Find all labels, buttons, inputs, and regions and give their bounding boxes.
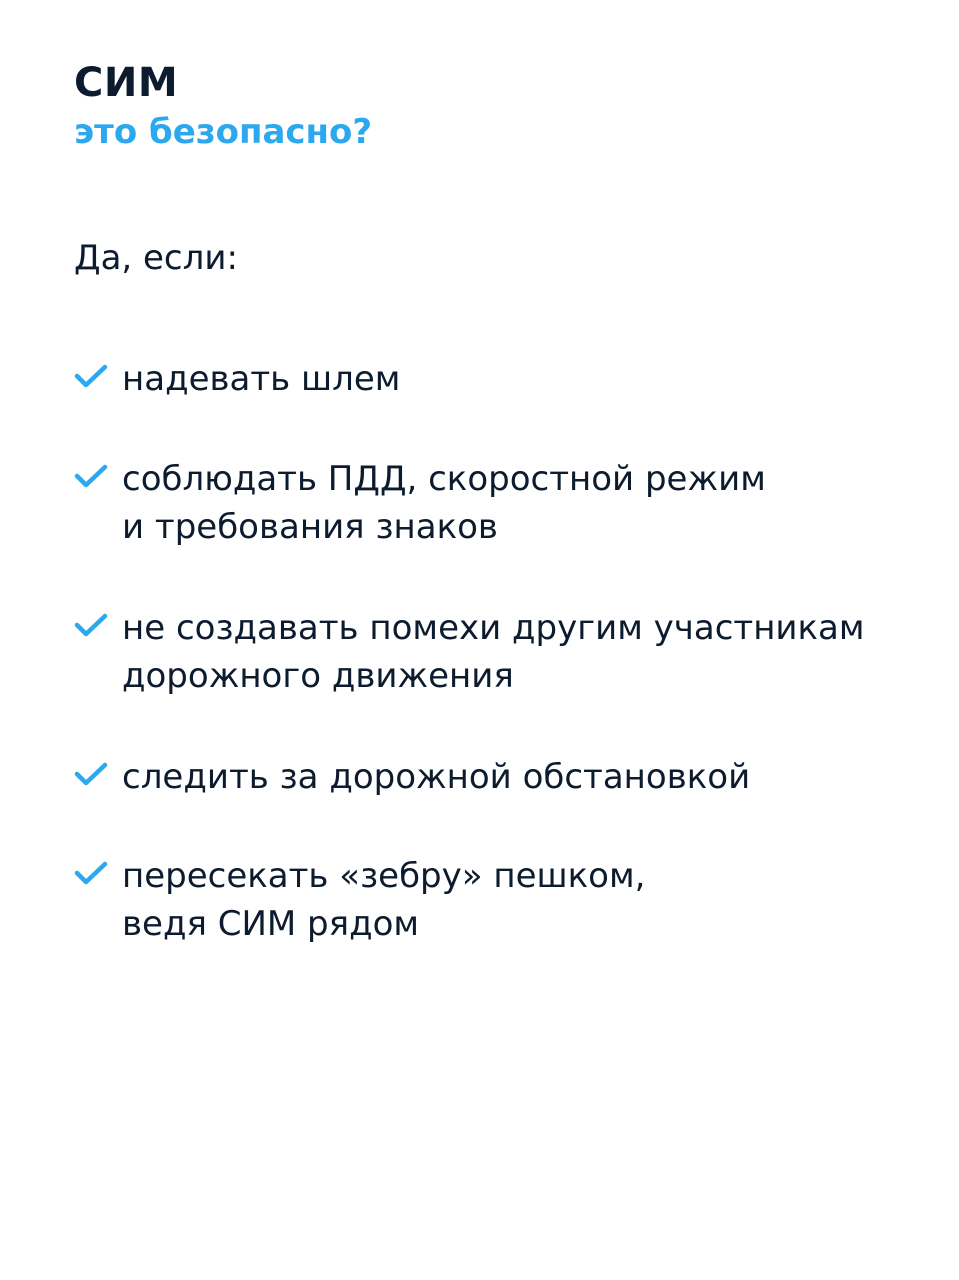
check-icon	[74, 860, 108, 888]
list-item-text	[122, 604, 922, 700]
check-icon	[74, 612, 108, 640]
list-item-line: надевать шлем	[122, 359, 401, 399]
page-subtitle: это безопасно?	[74, 112, 373, 152]
check-icon	[74, 463, 108, 491]
check-icon	[74, 761, 108, 789]
list-item-line: следить за дорожной обстановкой	[122, 757, 751, 797]
list-item-text	[122, 355, 922, 403]
page-title: СИМ	[74, 60, 179, 106]
list-item-line: ведя СИМ рядом	[122, 904, 420, 944]
list-item-text	[122, 852, 922, 948]
list-item-line: соблюдать ПДД, скоростной режим	[122, 459, 766, 499]
list-item-line: дорожного движения	[122, 656, 514, 696]
check-icon	[74, 363, 108, 391]
intro-text: Да, если:	[74, 238, 238, 278]
list-item-line: и требования знаков	[122, 507, 498, 547]
list-item-line: не создавать помехи другим участникам	[122, 608, 865, 648]
list-item-text	[122, 753, 922, 801]
list-item-text	[122, 455, 922, 551]
list-item-line: пересекать «зебру» пешком,	[122, 856, 646, 896]
